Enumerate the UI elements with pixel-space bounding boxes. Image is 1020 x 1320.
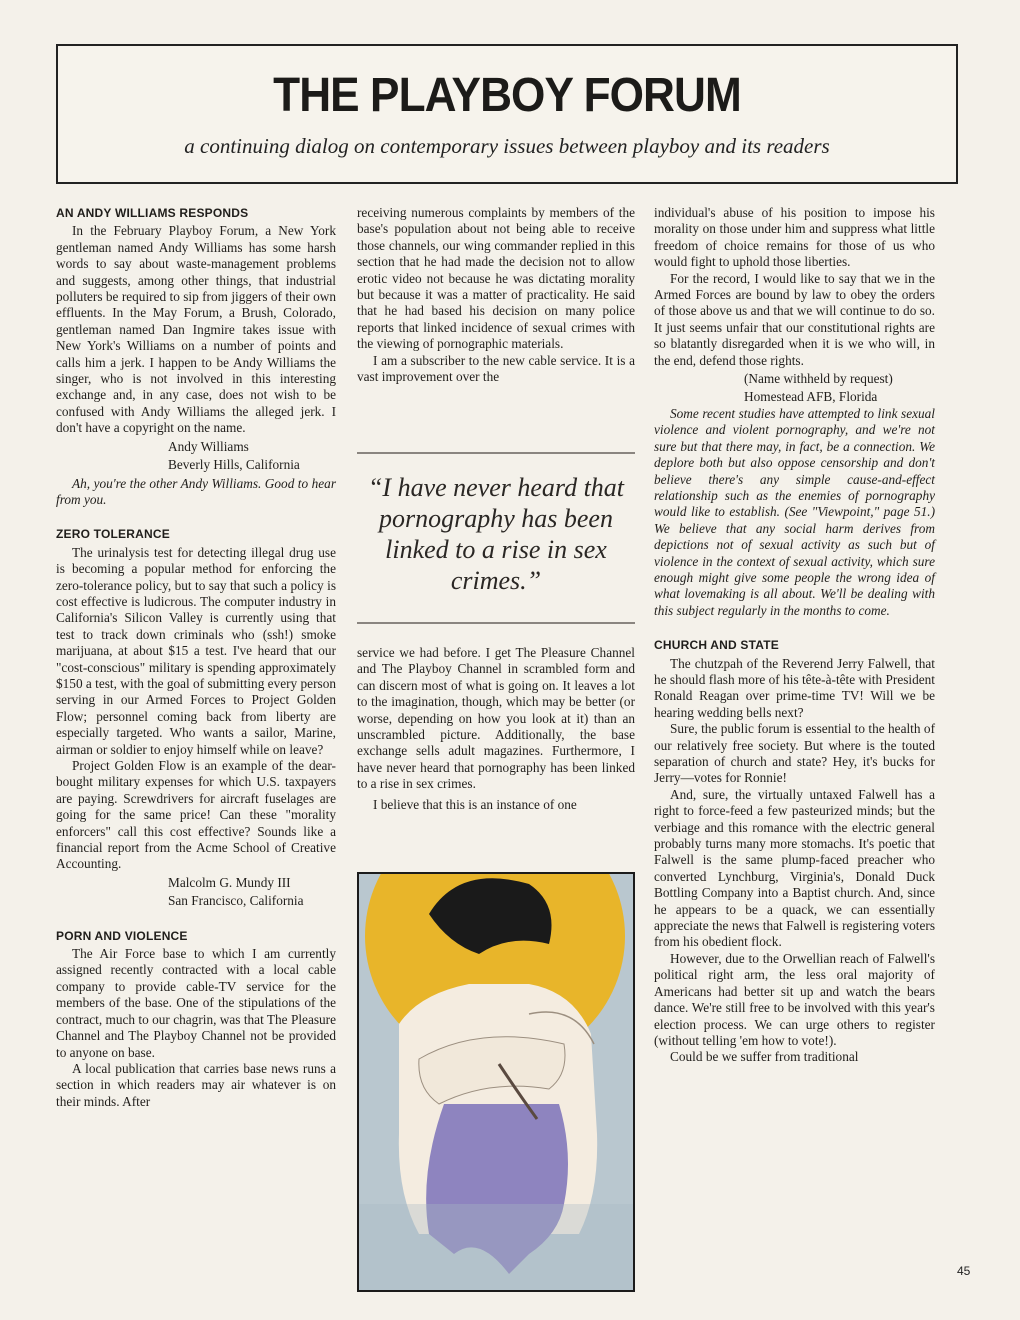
heading-porn-violence: PORN AND VIOLENCE [56,928,188,943]
heading-andy-williams: AN ANDY WILLIAMS RESPONDS [56,206,249,220]
column-2-lower [357,645,635,813]
letter-porn-p3b: service we had before. I get The Pleasure Channel and The Playboy Channel in scrambled form and can discern most of what is going on. It leaves a lot to the imagination, though, which may be better (or worse, depending on how you look at it) than an unscrambled picture. Additionally, the base exchange sells adult magazines. Furthermore, I have never heard that pornography has been linked to a rise in sex crimes. [357,645,635,792]
letter-zero-p2: Project Golden Flow is an example of the dear-bought military expenses for which U.S. taxpayers are paying. Screwdrivers for aircraft fuselages are going for the same price! Can these "morality enforcers" call this cost effective? Sounds like a financial report from the Acme School of Creative Accounting. [56,758,336,872]
letter-zero-p1: The urinalysis test for detecting illegal drug use is becoming a popular method for enforcing the zero-tolerance policy, but to say that such a policy is cost effective is ludicrous. The computer industry in California's Silicon Valley is currently using that test to track down criminals who (ssh!) smoke marijuana, at about $15 a test. I've heard that our "cost-conscious" military is spending approximately $150 a test, with the goal of submitting every person serving in our Armed Forces to Project Golden Flow; personnel coming back from liberty are especially targeted. Who wants a sailor, Marine, airman or soldier to enjoy himself while on leave? [56,544,336,757]
letter-church-p5: Could be we suffer from traditional [670,1049,859,1065]
page-title: THE PLAYBOY FORUM [273,69,741,122]
signature-withheld-place: Homestead AFB, Florida [744,389,878,405]
editor-reply-porn: Some recent studies have attempted to link sexual violence and violent pornography, and we're not sure but that there may, in fact, be a connection. We deplore both but also oppose censorship and don't believe there's any simple cause-and-effect relationship such as the enemies of pornography would like to establish. (See "Viewpoint," page 51.) We believe that any social harm derives from depictions not of sexual activity as such but of violence in the context of sexual activity, which sure enough might give some people the wrong idea of what lovemaking is all about. We'll be dealing with this subject regularly in the months to come. [654,405,935,618]
pullquote-rule-top [357,452,635,454]
forum-header [56,44,958,184]
heading-zero-tolerance: ZERO TOLERANCE [56,527,170,542]
pull-quote: “I have never heard that pornography has been linked to a rise in sex crimes.” [367,473,625,595]
heading-church-state: CHURCH AND STATE [654,638,779,653]
column-2 [357,205,635,385]
signature-andy-place: Beverly Hills, California [168,457,300,473]
letter-church-p3: And, sure, the virtually untaxed Falwell has a right to force-feed a few pasteurized minds; but the verbiage and this romance with the electric general probably turns many more stomachs. It's poetic that Falwell is the same plump-faced preacher who converted Lynchburg, Virginia's, Donald Duck Bottling Company into a Baptist church. And, since he appears to be a quack, we can essentially appreciate the news that Falwell is registering voters from his obedient flock. [654,786,935,950]
editor-reply-andy: Ah, you're the other Andy Williams. Good to hear from you. [56,475,336,507]
page-number: 45 [957,1264,971,1278]
letter-church-p1: The chutzpah of the Reverend Jerry Falwell, that he should flash more of his tête-à-tête with President Ronald Reagan over prime-time TV! Will we be hearing wedding bells next? [654,655,935,720]
signature-mundy-name: Malcolm G. Mundy III [168,874,291,890]
letter-porn-p2b: receiving numerous complaints by members of the base's population about not being able to receive those channels, our wing commander replied in this section that he had made the decision not to allow erotic video not because he was dictating morality but because it was a matter of practicality. He said that he had based his decision on many police reports that linked incidence of sexual crimes with the viewing of pornographic materials. [357,205,635,352]
woman-illustration [359,874,633,1290]
letter-porn-p1: The Air Force base to which I am currently assigned recently contracted with a local cable company to provide cable-TV service for the members of the base. One of the stipulations of the contract, much to our chagrin, was that The Pleasure Channel and The Playboy Channel not be provided to anyone on base. [56,946,336,1060]
letter-porn-p4b: individual's abuse of his position to impose his morality on those under him and suppress what little freedom of choice remains for those of us who would fight to uphold those liberties. [654,205,935,270]
pullquote-rule-bottom [357,622,635,624]
letter-porn-p4a: I believe that this is an instance of one [373,796,577,812]
column-1 [56,205,336,1110]
signature-mundy-place: San Francisco, California [168,893,304,909]
column-3 [654,205,935,1066]
signature-andy-name: Andy Williams [168,438,249,454]
letter-church-p2: Sure, the public forum is essential to the health of our relatively free society. But where is the touted separation of church and state? Hey, it's bucks for Jerry—votes for Ronnie! [654,721,935,786]
letter-church-p4: However, due to the Orwellian reach of Falwell's political right arm, the less oral majority of Americans had better sit up and watch the bears dance. We're still free to be involved with this year's election process. We can urge others to register (without telling 'em how to vote!). [654,950,935,1048]
letter-porn-p3a: I am a subscriber to the new cable service. It is a vast improvement over the [357,352,635,385]
page-subtitle: a continuing dialog on contemporary issues between playboy and its readers [184,134,830,158]
letter-porn-p2a: A local publication that carries base news runs a section in which readers may air whatever is on their minds. After [56,1060,336,1109]
illustration [357,872,635,1292]
letter-porn-p5: For the record, I would like to say that we in the Armed Forces are bound by law to obey the orders of those above us and that we will continue to do so. It just seems unfair that our constitutional rights are so blatantly disregarded when it is we who will, in the end, defend those rights. [654,270,935,368]
letter-andy-body: In the February Playboy Forum, a New York gentleman named Andy Williams has some harsh words to say about waste-management problems and suggests, among other things, that industrial polluters be required to sip from jiggers of their own effluents. In the May Forum, a Brush, Colorado, gentleman named Dan Ingmire takes issue with New York's Williams on a number of points and calls him a jerk. I happen to be Andy Williams the singer, who is not involved in this interesting exchange and, in any case, does not wish to be confused with Andy Williams the alleged jerk. I don't have a copyright on the name. [56,223,336,436]
signature-withheld-name: (Name withheld by request) [744,371,893,387]
